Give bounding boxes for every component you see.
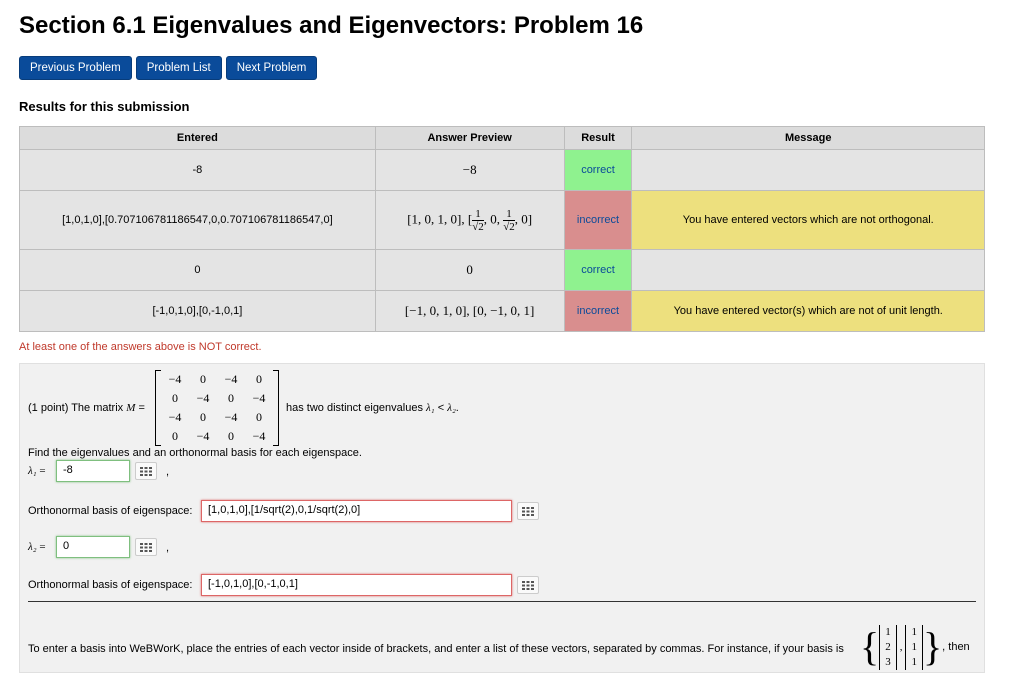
lambda2-symbol: λ₂ (28, 541, 37, 553)
problem-list-button[interactable]: Problem List (136, 56, 222, 80)
preview-mid: , 0, (483, 210, 504, 226)
column-header-answer-preview: Answer Preview (375, 127, 564, 150)
fraction-denominator: √2 (472, 220, 484, 233)
period: . (455, 402, 459, 414)
problem-statement-suffix (286, 402, 459, 414)
matrix-entry: 0 (228, 429, 234, 443)
left-brace: { (860, 624, 880, 669)
results-heading: Results for this submission (19, 99, 190, 114)
comma: , (166, 542, 170, 554)
fraction-numerator: 1 (472, 208, 484, 221)
basis1-input[interactable]: [1,0,1,0],[1/sqrt(2),0,1/sqrt(2),0] (201, 500, 512, 522)
hint-vector (879, 625, 897, 670)
result-cell: incorrect (564, 291, 632, 332)
problem-panel (19, 363, 985, 673)
instruction-text: Find the eigenvalues and an orthonormal basis for each eigenspace. (28, 447, 362, 459)
equals-sign: = (39, 541, 46, 553)
matrix-entry-icon[interactable] (135, 462, 157, 480)
matrix-entry: 0 (200, 372, 206, 386)
lambda1-label (28, 465, 46, 477)
vector-entry: 1 (885, 625, 891, 638)
matrix-entry: 0 (256, 372, 262, 386)
problem-nav (19, 56, 317, 80)
matrix-symbol: M (126, 402, 136, 414)
lambda1-input[interactable]: -8 (56, 460, 130, 482)
matrix-entry-icon[interactable] (517, 576, 539, 594)
entered-cell: 0 (20, 250, 376, 291)
matrix-entry-icon[interactable] (517, 502, 539, 520)
vector-entry: 1 (911, 640, 917, 653)
matrix-entry: −4 (224, 372, 238, 386)
previous-problem-button[interactable]: Previous Problem (19, 56, 132, 80)
matrix-entry: 0 (256, 410, 262, 424)
next-problem-button[interactable]: Next Problem (226, 56, 318, 80)
table-row (20, 191, 985, 250)
preview-cell: 0 (375, 250, 564, 291)
lambda2-input[interactable]: 0 (56, 536, 130, 558)
less-than: < (437, 402, 445, 414)
hint-vector (905, 625, 923, 670)
matrix-entry: 0 (172, 391, 178, 405)
preview-prefix: [1, 0, 1, 0], [ (407, 210, 473, 226)
result-cell: correct (564, 150, 632, 191)
matrix-entry: 0 (200, 410, 206, 424)
matrix-entry: −4 (252, 391, 266, 405)
matrix-entry: −4 (196, 429, 210, 443)
vector-comma: , (899, 641, 903, 653)
matrix-entry: 0 (172, 429, 178, 443)
lambda1-symbol: λ₁ (426, 402, 435, 414)
entered-cell: [1,0,1,0],[0.707106781186547,0,0.707106781186547,0] (20, 191, 376, 250)
page-title: Section 6.1 Eigenvalues and Eigenvectors: Problem 16 (19, 12, 644, 39)
column-header-entered: Entered (20, 127, 376, 150)
entered-cell: -8 (20, 150, 376, 191)
vector-entry: 1 (911, 655, 917, 668)
table-row (20, 250, 985, 291)
matrix-m (155, 370, 279, 446)
vector-entry: 1 (911, 625, 917, 638)
fraction-numerator: 1 (503, 208, 515, 221)
right-brace: } (922, 624, 943, 669)
message-cell: You have entered vectors which are not orthogonal. (632, 191, 985, 250)
not-correct-notice: At least one of the answers above is NOT correct. (19, 341, 262, 353)
statement-text: has two distinct eigenvalues (286, 402, 423, 414)
equals-sign: = (138, 402, 145, 414)
divider (28, 601, 976, 602)
equals-sign: = (39, 465, 46, 477)
vector-entry: 2 (885, 640, 891, 653)
message-cell (632, 250, 985, 291)
comma: , (166, 466, 170, 478)
message-cell (632, 150, 985, 191)
table-row (20, 291, 985, 332)
hint-example-basis (860, 620, 970, 674)
matrix-entry: 0 (228, 391, 234, 405)
hint-then: , then (942, 641, 970, 653)
matrix-entry: −4 (196, 391, 210, 405)
matrix-entry: −4 (168, 410, 182, 424)
preview-suffix: , 0] (514, 210, 533, 226)
matrix-entry: −4 (168, 372, 182, 386)
result-cell: incorrect (564, 191, 632, 250)
matrix-entry: −4 (252, 429, 266, 443)
entered-cell: [-1,0,1,0],[0,-1,0,1] (20, 291, 376, 332)
result-cell: correct (564, 250, 632, 291)
message-cell: You have entered vector(s) which are not of unit length. (632, 291, 985, 332)
fraction (503, 208, 515, 233)
matrix-entry-icon[interactable] (135, 538, 157, 556)
lambda1-symbol: λ₁ (28, 465, 37, 477)
hint-text: To enter a basis into WeBWorK, place the entries of each vector inside of brackets, and enter a list of these vectors, separated by commas. For instance, if your basis is (28, 643, 844, 655)
basis2-input[interactable]: [-1,0,1,0],[0,-1,0,1] (201, 574, 512, 596)
basis1-label: Orthonormal basis of eigenspace: (28, 505, 193, 517)
lambda2-label (28, 541, 46, 553)
problem-statement-prefix (28, 402, 145, 414)
preview-cell: −8 (375, 150, 564, 191)
preview-cell (375, 191, 564, 250)
points-text: (1 point) The matrix (28, 402, 124, 414)
column-header-result: Result (564, 127, 632, 150)
column-header-message: Message (632, 127, 985, 150)
matrix-entry: −4 (224, 410, 238, 424)
vector-entry: 3 (885, 655, 891, 668)
table-row (20, 150, 985, 191)
fraction (472, 208, 484, 233)
basis2-label: Orthonormal basis of eigenspace: (28, 579, 193, 591)
lambda2-symbol: λ₂ (447, 402, 456, 414)
preview-cell: [−1, 0, 1, 0], [0, −1, 0, 1] (375, 291, 564, 332)
results-table (19, 126, 985, 332)
fraction-denominator: √2 (503, 220, 515, 233)
